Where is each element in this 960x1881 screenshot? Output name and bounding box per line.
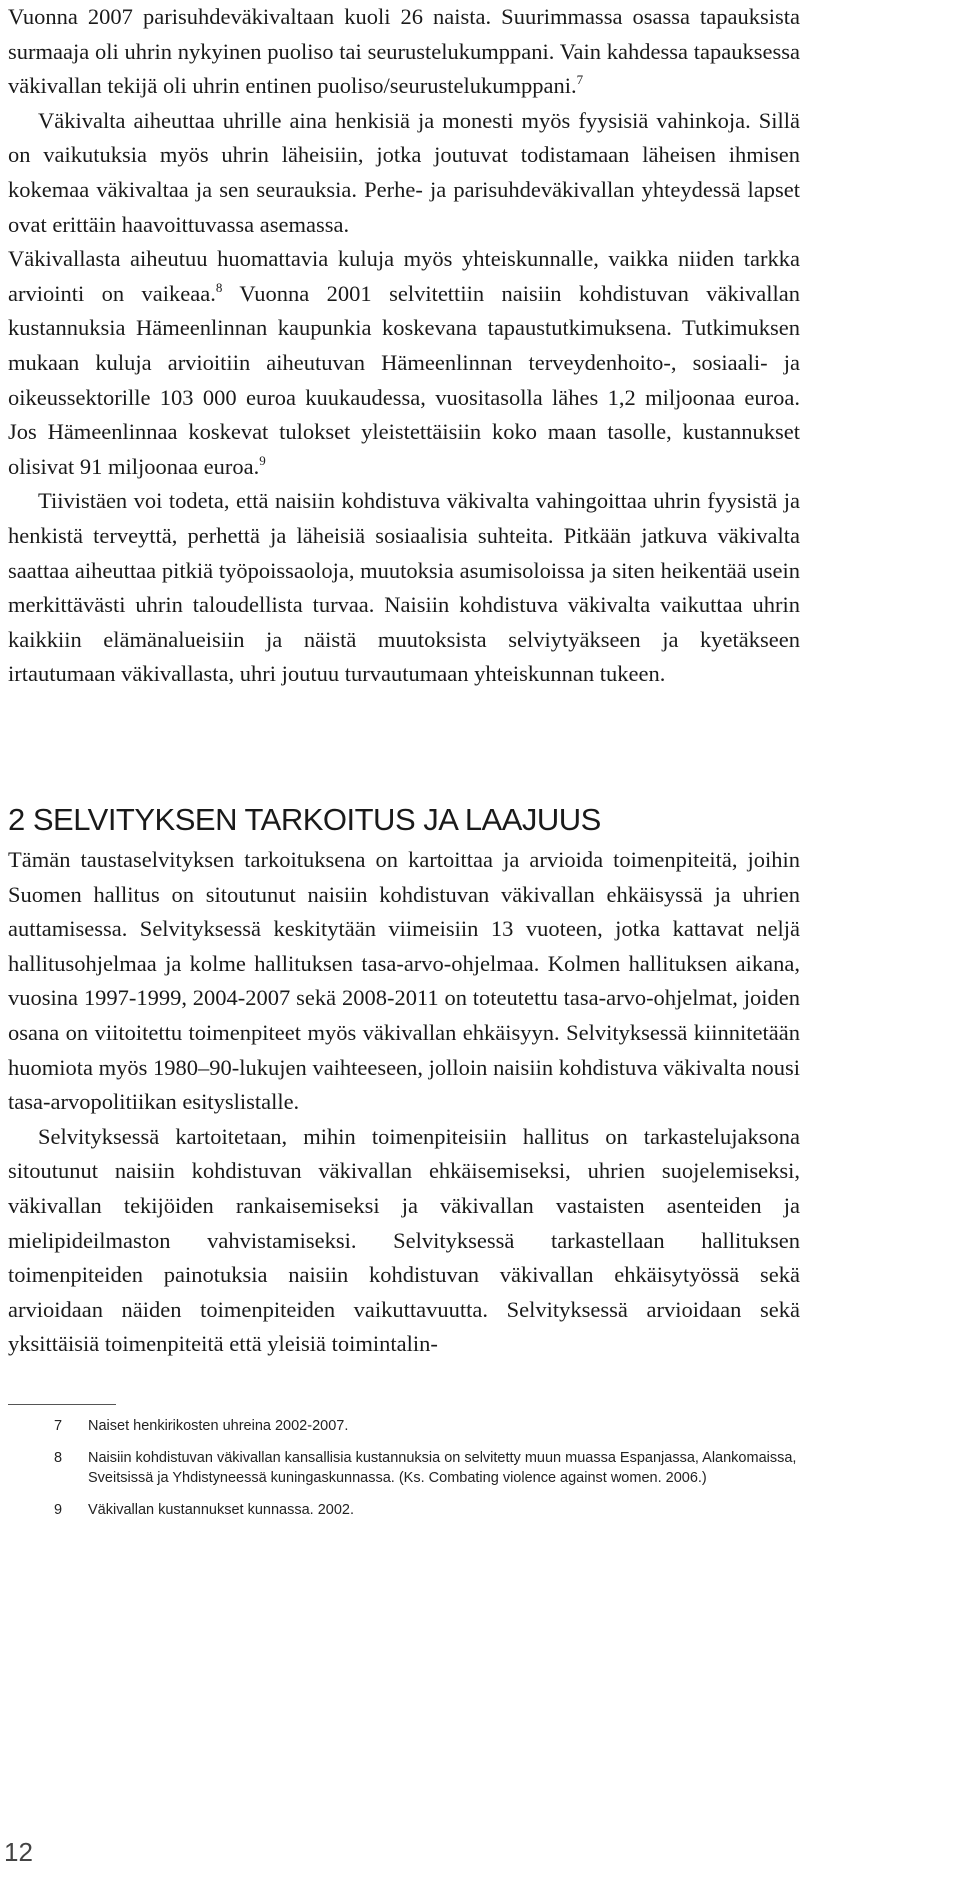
section-heading: 2 SELVITYKSEN TARKOITUS JA LAAJUUS	[8, 802, 601, 837]
footnote-item	[54, 1416, 802, 1436]
section-body	[8, 843, 800, 1362]
footnote-text: Naiset henkirikosten uhreina 2002-2007.	[88, 1418, 349, 1434]
paragraph-text: Tiivistäen voi todeta, että naisiin kohdistuva väkivalta vahingoittaa uhrin fyysistä ja henkistä terveyttä, perhettä ja läheisiä sosiaalisia suhteita. Pitkään jatkuva väkivalta saattaa aiheuttaa pitkiä työpoissaoloja, muutoksia asumisoloissa ja siten heikentää usein merkittävästi uhrin taloudellista turvaa. Naisiin kohdistuva väkivalta vaikuttaa uhrin kaikkiin elämänalueisiin ja näistä muutoksista selviytyäkseen ja kyetäkseen irtautumaan väkivallasta, uhri joutuu turvautumaan yhteiskunnan tukeen.	[8, 488, 800, 687]
footnote-number: 9	[54, 1502, 63, 1518]
footnote-number: 7	[54, 1418, 63, 1434]
footnote-ref: 7	[576, 72, 584, 88]
footnote-text: Väkivallan kustannukset kunnassa. 2002.	[88, 1502, 355, 1518]
footnote-divider	[8, 1404, 116, 1405]
paragraph	[8, 104, 800, 242]
paragraph	[8, 242, 800, 484]
page-number: 12	[4, 1837, 33, 1867]
footnote-item	[54, 1500, 802, 1520]
footnote-item	[54, 1448, 802, 1488]
paragraph-text: Väkivallasta aiheutuu huomattavia kuluja myös yhteiskunnalle, vaikka niiden tarkka arviointi on vaikeaa.	[8, 246, 800, 306]
footnote-text: Naisiin kohdistuvan väkivallan kansallisia kustannuksia on selvitetty muun muassa Espanjassa, Alankomaissa, Sveitsissä ja Yhdistyneessä kuningaskunnassa. (Ks. Combating violence against women. 2006.)	[88, 1450, 797, 1486]
footnote-number: 8	[54, 1450, 63, 1466]
paragraph	[8, 0, 800, 104]
paragraph-text: Vuonna 2001 selvitettiin naisiin kohdistuvan väkivallan kustannuksia Hämeenlinnan kaupunkia koskevana tapaustutkimuksena. Tutkimuksen mukaan kuluja arvioitiin aiheutuvan Hämeenlinnan terveydenhoito-, sosiaali- ja oikeussektorille 103 000 euroa kuukaudessa, vuositasolla lähes 1,2 miljoonaa euroa. Jos Hämeenlinnaa koskevat tulokset yleistettäisiin koko maan tasolle, kustannukset olisivat 91 miljoonaa euroa.	[8, 280, 800, 479]
footnote-ref: 8	[215, 279, 223, 295]
body-text-top	[8, 0, 800, 692]
paragraph: Tämän taustaselvityksen tarkoituksena on kartoittaa ja arvioida toimenpiteitä, joihin Suomen hallitus on sitoutunut naisiin kohdistuvan väkivallan ehkäisyssä ja uhrien auttamisessa. Selvityksessä keskitytään viimeisiin 13 vuoteen, jotka kattavat neljä hallitusohjelmaa ja kolme hallituksen tasa-arvo-ohjelmaa. Kolmen hallituksen aikana, vuosina 1997-1999, 2004-2007 sekä 2008-2011 on toteutettu tasa-arvo-ohjelmat, joiden osana on viitoitettu toimenpiteet myös väkivallan ehkäisyyn. Selvityksessä kiinnitetään huomiota myös 1980–90-lukujen vaihteeseen, jolloin naisiin kohdistuva väkivalta nousi tasa-arvopolitiikan esityslistalle.	[8, 847, 800, 1115]
footnote-ref: 9	[259, 452, 266, 468]
footnotes	[54, 1416, 802, 1532]
paragraph-text: Vuonna 2007 parisuhdeväkivaltaan kuoli 26 naista. Suurimmassa osassa tapauksista surmaaja oli uhrin nykyinen puoliso tai seurustelukumppani. Vain kahdessa tapauksessa väkivallan tekijä oli uhrin entinen puoliso/seurustelukumppani.	[8, 4, 800, 99]
paragraph: Selvityksessä kartoitetaan, mihin toimenpiteisiin hallitus on tarkastelujaksona sitoutunut naisiin kohdistuvan väkivallan ehkäisemiseksi, uhrien suojelemiseksi, väkivallan tekijöiden rankaisemiseksi ja väkivallan vastaisten asenteiden ja mielipideilmaston vahvistamiseksi. Selvityksessä tarkastellaan hallituksen toimenpiteiden painotuksia naisiin kohdistuvan väkivallan ehkäisytyössä sekä arvioidaan näiden toimenpiteiden vaikuttavuutta. Selvityksessä arvioidaan sekä yksittäisiä toimenpiteitä että yleisiä toimintalin-	[8, 1123, 800, 1357]
paragraph-text: Väkivalta aiheuttaa uhrille aina henkisiä ja monesti myös fyysisiä vahinkoja. Sillä on vaikutuksia myös uhrin läheisiin, jotka joutuvat todistamaan läheisen ihmisen kokemaa väkivaltaa ja sen seurauksia. Perhe- ja parisuhdeväkivallan yhteydessä lapset ovat erittäin haavoittuvassa asemassa.	[8, 107, 800, 237]
paragraph	[8, 484, 800, 692]
